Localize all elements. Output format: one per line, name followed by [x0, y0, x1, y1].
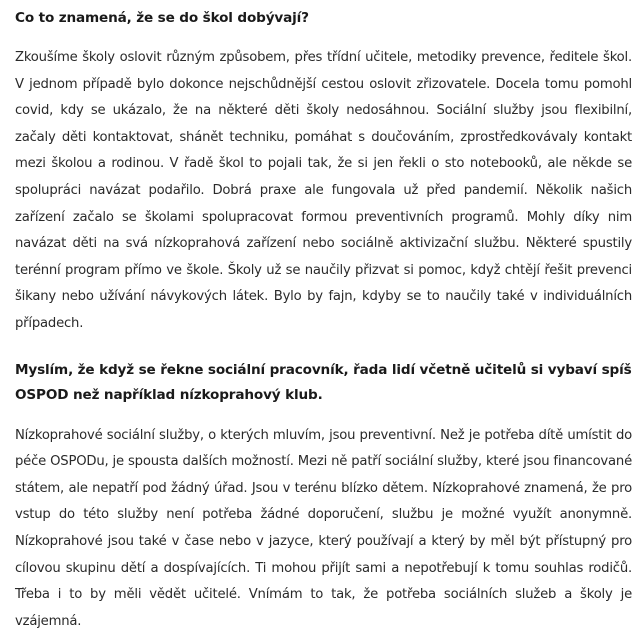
interview-section-2: [15, 358, 632, 635]
interview-question: Co to znamená, že se do škol dobývají?: [15, 10, 309, 26]
interview-answer: Nízkoprahové sociální služby, o kterých mluvím, jsou preventivní. Než je potřeba dítě umístit do péče OSPODu, je spousta dalších možností. Mezi ně patří sociální služby, které jsou financované státem, ale nepatří pod žádný úřad. Jsou v terénu blízko dětem. Nízkoprahové znamená, že pro vstup do této služby není potřeba žádné doporučení, službu je možné využít anonymně. Nízkoprahové jsou také v čase nebo v jazyce, který používají a který by měl být přístupný pro cílovou skupinu dětí a dospívajících. Ti mohou přijít sami a nepotřebují k tomu souhlas rodičů. Třeba i to by měli vědět učitelé. Vnímám to tak, že potřeba sociálních služeb a školy je vzájemná.: [15, 427, 632, 629]
interview-question: Myslím, že když se řekne sociální pracovník, řada lidí včetně učitelů si vybaví spíš OSPOD než například nízkoprahový klub.: [15, 361, 632, 403]
interview-section-1: [15, 6, 632, 338]
interview-answer: Zkoušíme školy oslovit různým způsobem, přes třídní učitele, metodiky prevence, ředitele škol. V jednom případě bylo dokonce nejschůdnější cestou oslovit zřizovatele. Docela tomu pomohl covid, kdy se ukázalo, že na některé děti školy nedosáhnou. Sociální služby jsou flexibilní, začaly děti kontaktovat, shánět techniku, pomáhat s doučováním, zprostředkovávaly kontakt mezi školou a rodinou. V řadě škol to pojali tak, že si jen řekli o sto notebooků, ale někde se spolupráci navázat podařilo. Dobrá praxe ale fungovala už před pandemií. Několik našich zařízení začalo se školami spolupracovat formou preventivních programů. Mohly díky nim navázat děti na svá nízkoprahová zařízení nebo sociálně aktivizační službu. Některé spustily terénní program přímo ve škole. Školy už se naučily přizvat si pomoc, když chtějí řešit prevenci šikany nebo užívání návykových látek. Bylo by fajn, kdyby se to naučily také v individuálních případech.: [15, 50, 632, 331]
